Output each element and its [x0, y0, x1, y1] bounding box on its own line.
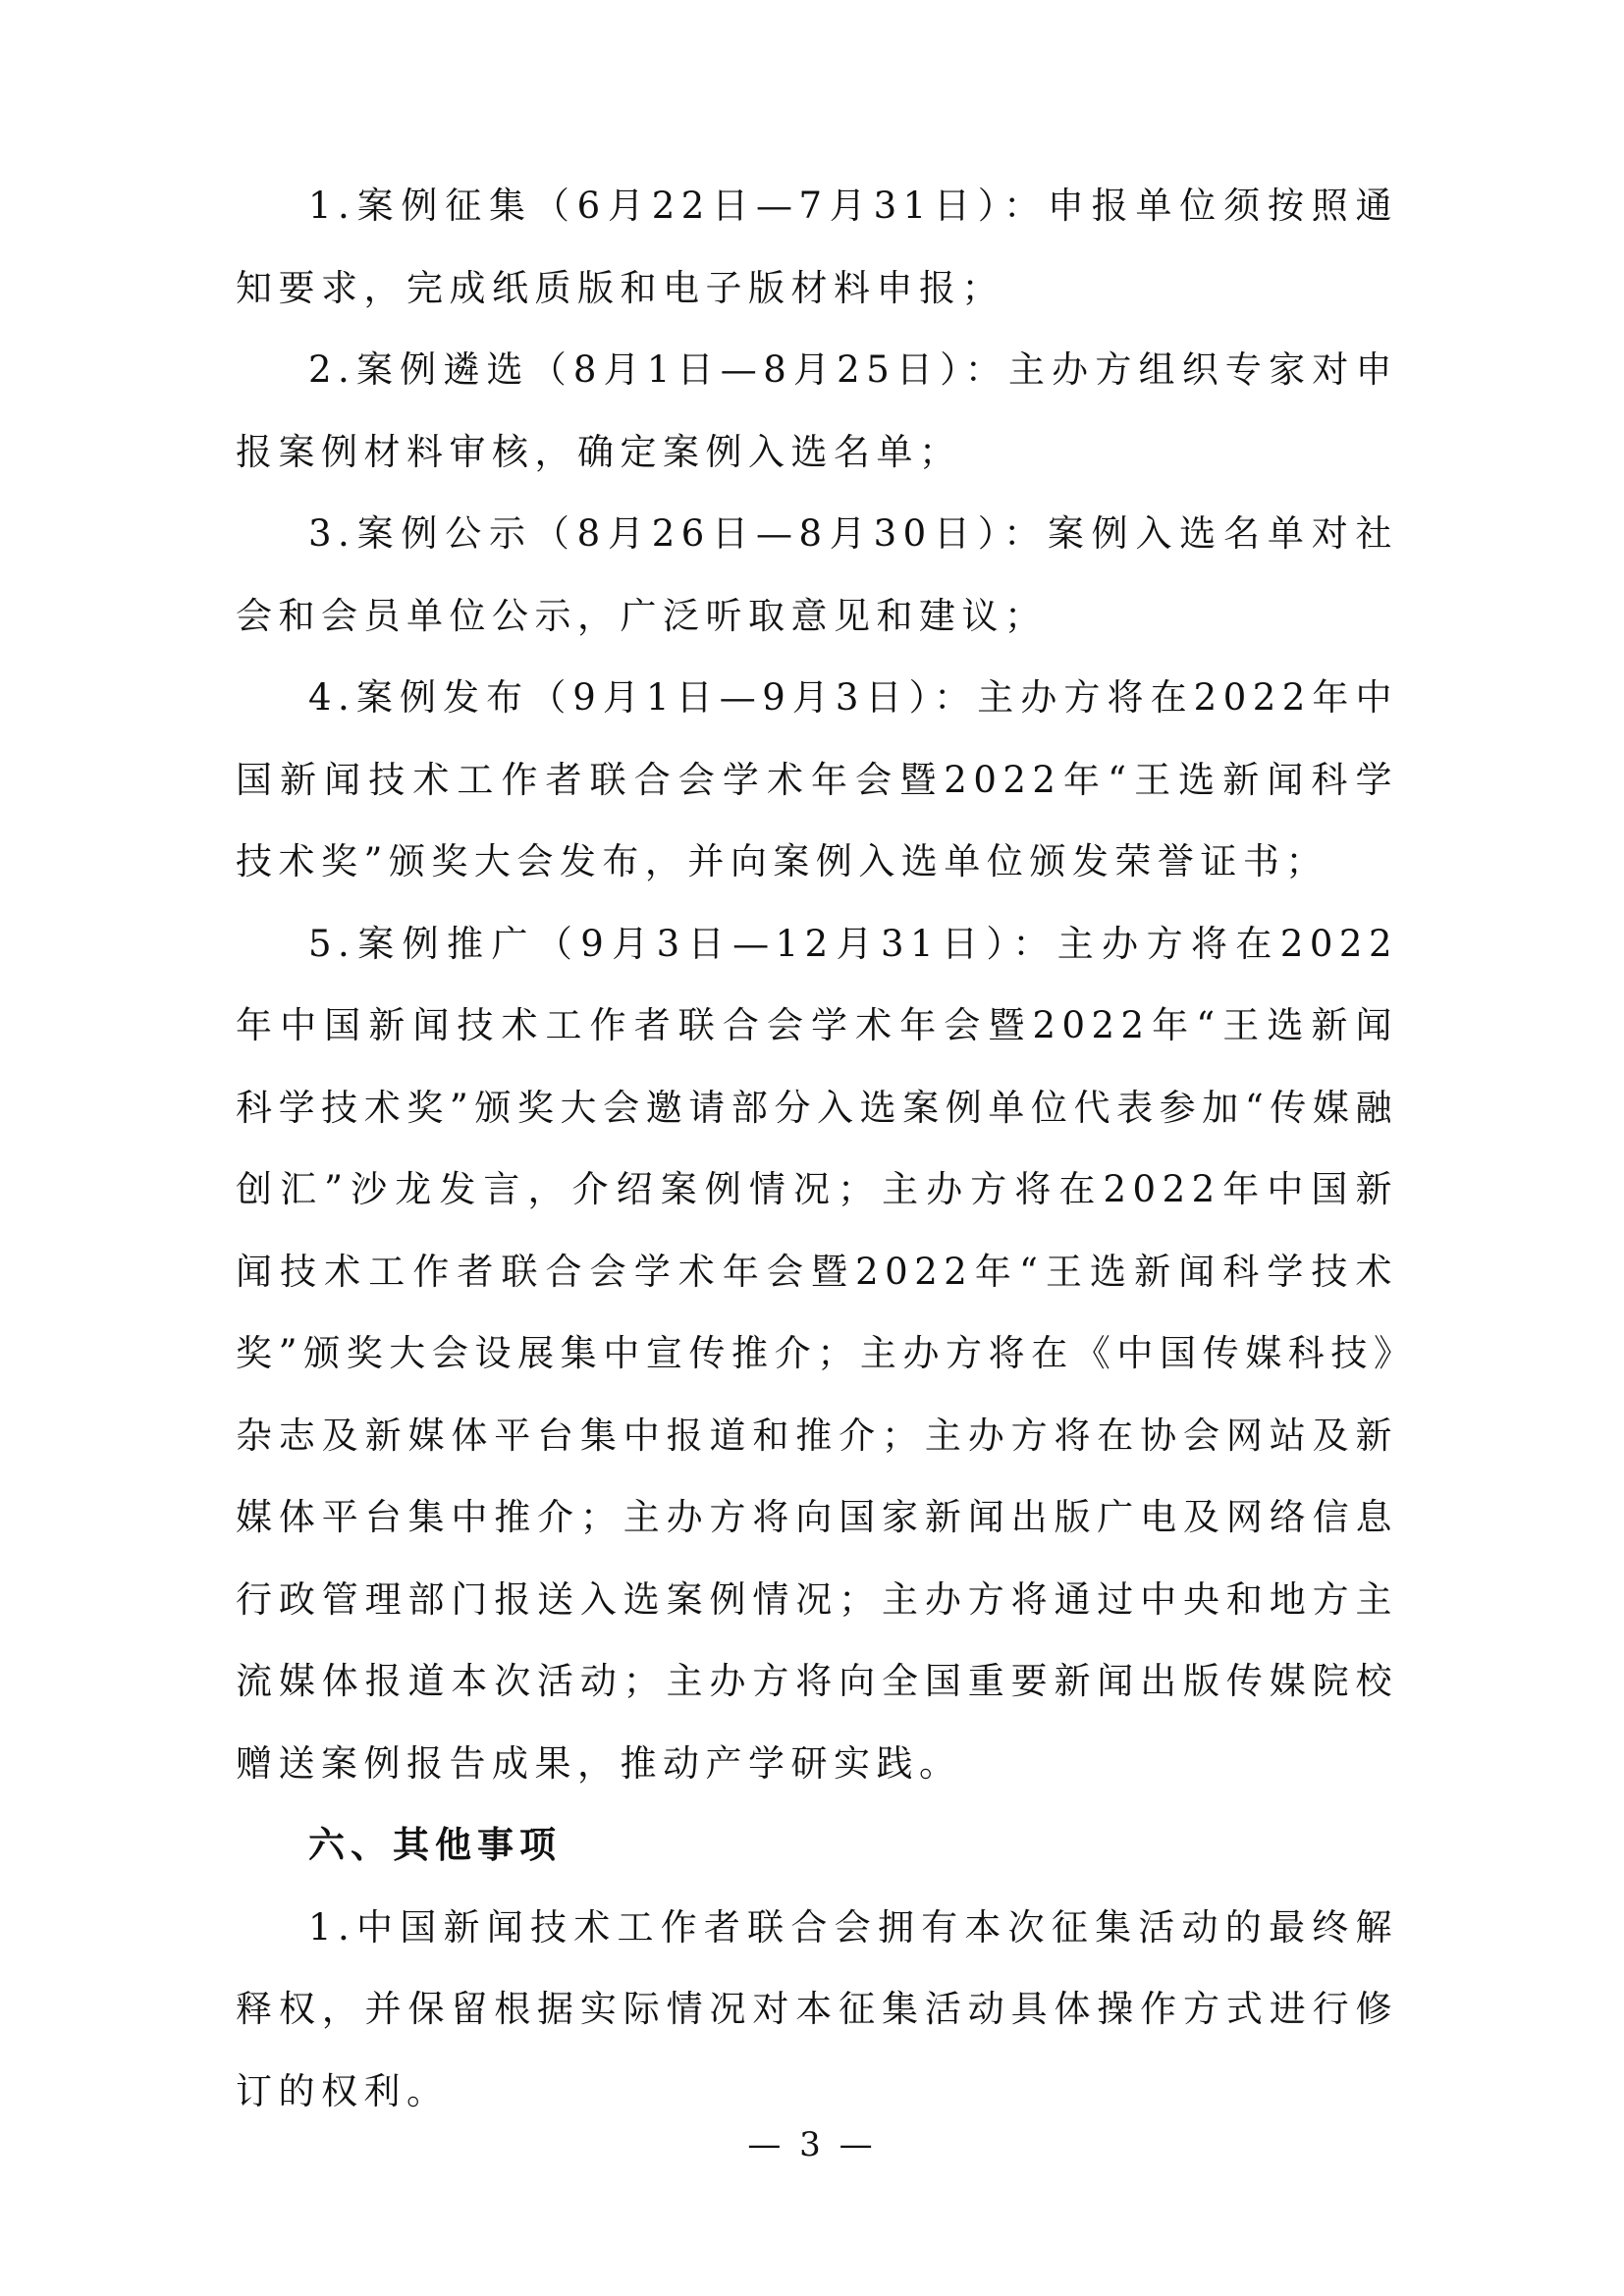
page-number: — 3 —: [747, 2125, 877, 2164]
section-heading-other-matters: 六、其他事项: [308, 1823, 562, 1866]
paragraph-case-collection: 1.案例征集（6月22日—7月31日）：申报单位须按照通知要求，完成纸质版和电子版材料申报；: [236, 185, 1398, 309]
paragraph-case-publicity: 3.案例公示（8月26日—8月30日）：案例入选名单对社会和会员单位公示，广泛听取意见和建议；: [236, 512, 1398, 637]
paragraph-case-release: 4.案例发布（9月1日—9月3日）：主办方将在2022年中国新闻技术工作者联合会学术年会暨2022年“王选新闻科学技术奖”颁奖大会发布，并向案例入选单位颁发荣誉证书；: [236, 676, 1398, 882]
paragraph-interpretation-right: 1.中国新闻技术工作者联合会拥有本次征集活动的最终解释权，并保留根据实际情况对本征集活动具体操作方式进行修订的权利。: [236, 1905, 1398, 2112]
paragraph-case-selection: 2.案例遴选（8月1日—8月25日）：主办方组织专家对申报案例材料审核，确定案例入选名单；: [236, 348, 1398, 473]
paragraph-case-promotion: 5.案例推广（9月3日—12月31日）：主办方将在2022年中国新闻技术工作者联合会学术年会暨2022年“王选新闻科学技术奖”颁奖大会邀请部分入选案例单位代表参加“传媒融创汇”沙龙发言，介绍案例情况；主办方将在2022年中国新闻技术工作者联合会学术年会暨2022年“王选新闻科学技术奖”颁奖大会设展集中宣传推介；主办方将在《中国传媒科技》杂志及新媒体平台集中报道和推介；主办方将在协会网站及新媒体平台集中推介；主办方将向国家新闻出版广电及网络信息行政管理部门报送入选案例情况；主办方将通过中央和地方主流媒体报道本次活动；主办方将向全国重要新闻出版传媒院校赠送案例报告成果，推动产学研实践。: [236, 922, 1398, 1785]
page-body: [236, 165, 1398, 2132]
